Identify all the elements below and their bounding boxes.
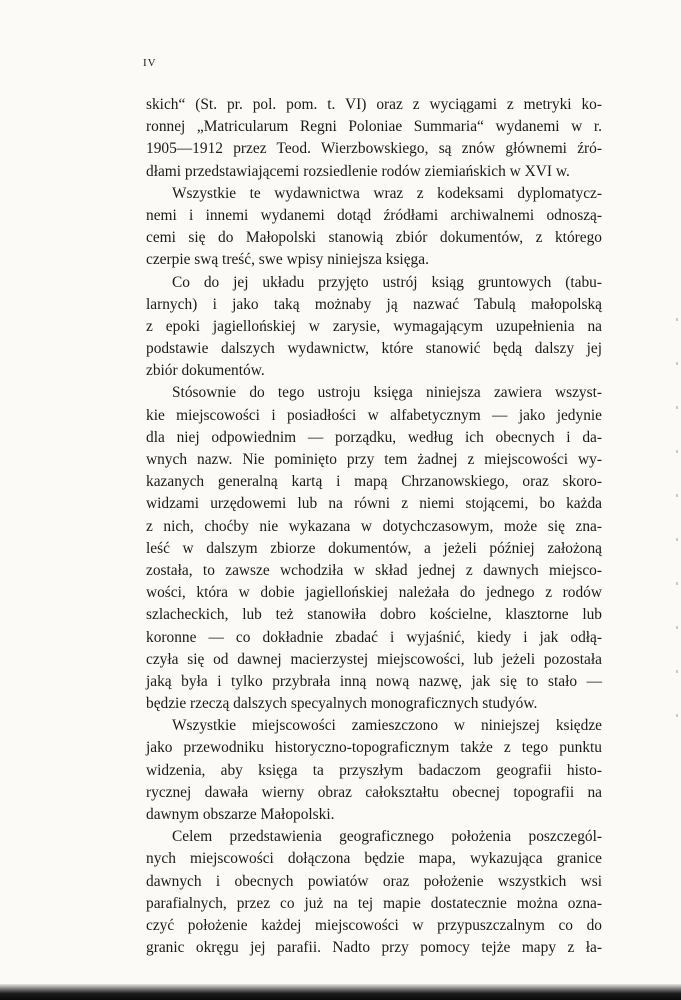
text-line: jako przewodniku historyczno-topograficznym także z tego punktu bbox=[146, 739, 602, 757]
body-text bbox=[146, 94, 602, 959]
text-line: czerpie swą treść, swe wpisy niniejsza księga. bbox=[146, 251, 429, 269]
text-line: wnych nazw. Nie pominięto przy tem żadnej z miejscowości wy- bbox=[146, 451, 602, 468]
text-line: dawnym obszarze Małopolski. bbox=[146, 806, 335, 823]
text-line: z epoki jagiellońskiej w zarysie, wymagającym uzupełnienia na bbox=[146, 317, 602, 335]
text-line: podstawie dalszych wydawnictw, które stanowić będą dalszy jej bbox=[146, 340, 602, 358]
text-line: skich“ (St. pr. pol. pom. t. VI) oraz z wyciągami z metryki ko- bbox=[146, 96, 602, 113]
text-line: została, to zawsze wchodziła w skład jednej z dawnych miejsco- bbox=[146, 561, 602, 579]
text-line: rycznej dawała wierny obraz całokształtu obecnej topografii na bbox=[146, 783, 602, 801]
text-line: Co do jej układu przyjęto ustrój ksiąg gruntowych (tabu- bbox=[172, 273, 602, 291]
text-line: Wszystkie miejscowości zamieszczono w niniejszej księdze bbox=[172, 717, 602, 735]
text-line: dawnych i obecnych powiatów oraz położenie wszystkich wsi bbox=[146, 872, 602, 890]
text-line: czyć położenie każdej miejscowości w przypuszczalnym co do bbox=[146, 916, 602, 934]
text-line: widzami urzędowemi lub na równi z niemi stojącemi, bo każda bbox=[146, 495, 602, 513]
text-line: będzie rzeczą dalszych specyalnych monograficznych studyów. bbox=[146, 695, 538, 713]
page-number: IV bbox=[143, 57, 157, 69]
text-line: widzenia, aby księga ta przyszłym badaczom geografii histo- bbox=[146, 761, 602, 779]
text-line: larnych) i jako taką możnaby ją nazwać Tabulą małopolską bbox=[146, 295, 602, 313]
text-line: leść w dalszym zbiorze dokumentów, a jeżeli później założoną bbox=[146, 539, 602, 557]
text-line: 1905—1912 przez Teod. Wierzbowskiego, są znów głównemi źró- bbox=[146, 140, 602, 158]
text-line: Stósownie do tego ustroju księga niniejsza zawiera wszyst- bbox=[172, 384, 602, 402]
text-line: szlacheckich, lub też stanowiła dobro kościelne, klasztorne lub bbox=[146, 606, 602, 624]
text-line: granic okręgu jej parafii. Nadto przy pomocy tejże mapy z ła- bbox=[146, 939, 602, 957]
scan-bottom-shadow bbox=[0, 984, 681, 1000]
text-line: wości, która w dobie jagiellońskiej należała do jednego z rodów bbox=[146, 584, 602, 602]
text-line: cemi się do Małopolski stanowią zbiór dokumentów, z którego bbox=[146, 229, 602, 247]
text-line: parafialnych, przez co już na tej mapie dostatecznie można ozna- bbox=[146, 894, 602, 912]
text-line: koronne — co dokładnie zbadać i wyjaśnić, kiedy i jak odłą- bbox=[146, 628, 602, 646]
text-line: Wszystkie te wydawnictwa wraz z kodeksami dyplomatycz- bbox=[172, 184, 602, 202]
text-line: kie miejscowości i posiadłości w alfabetycznym — jako jedynie bbox=[146, 406, 602, 424]
text-line: zbiór dokumentów. bbox=[146, 362, 265, 380]
text-line: dla niej odpowiednim — porządku, według ich obecnych i da- bbox=[146, 428, 602, 446]
text-line: nemi i innemi wydanemi dotąd źródłami archiwalnemi odnoszą- bbox=[146, 206, 602, 224]
page-edge-marks bbox=[676, 300, 678, 720]
text-line: ronnej „Matricularum Regni Poloniae Summaria“ wydanemi w r. bbox=[146, 118, 602, 136]
text-line: jaką była i tylko przybrała inną nową nazwę, jak się to stało — bbox=[146, 672, 602, 690]
text-line: kazanych generalną kartą i mapą Chrzanowskiego, oraz skoro- bbox=[146, 473, 602, 491]
text-line: z nich, choćby nie wykazana w dotychczasowym, może się zna- bbox=[146, 517, 602, 535]
text-line: dłami przedstawiającemi rozsiedlenie rodów ziemiańskich w XVI w. bbox=[146, 162, 570, 180]
text-line: czyła się od dawnej macierzystej miejscowości, lub jeżeli pozostała bbox=[146, 650, 602, 668]
text-line: nych miejscowości dołączona będzie mapa, wykazująca granice bbox=[146, 850, 602, 868]
text-line: Celem przedstawienia geograficznego położenia poszczegól- bbox=[172, 828, 602, 846]
